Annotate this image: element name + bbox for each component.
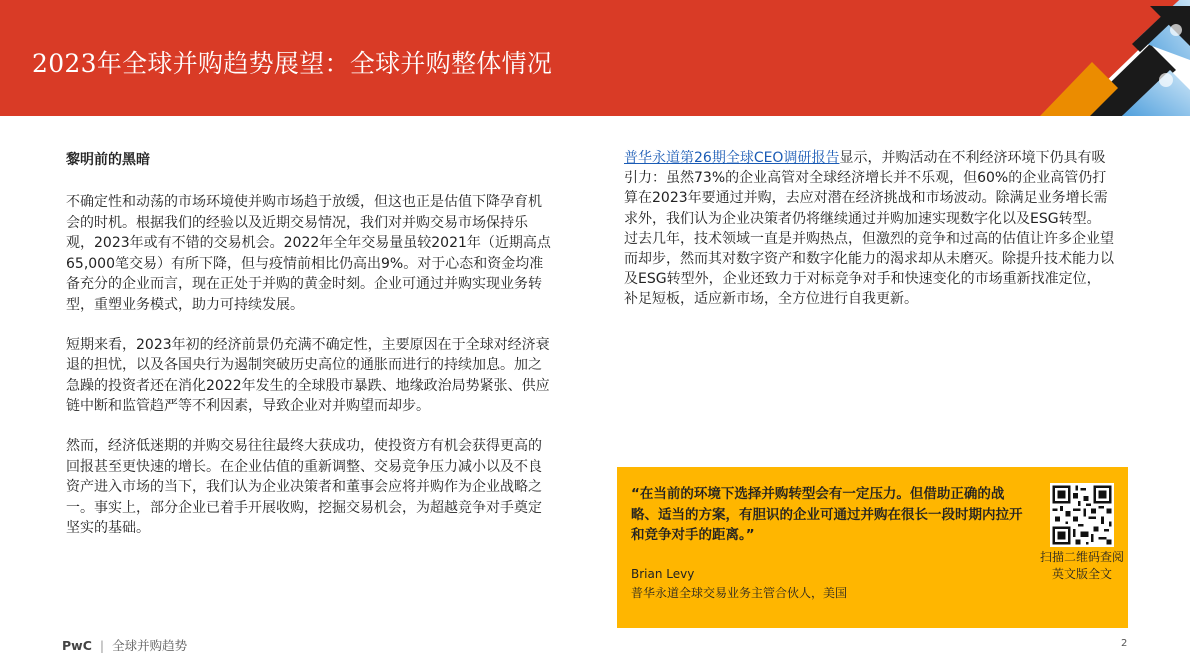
footer: [62, 636, 187, 654]
arrow-sky-graphic: [1000, 0, 1190, 116]
footer-separator: |: [99, 638, 105, 653]
quote-author-title: 普华永道全球交易业务主管合伙人，美国: [631, 586, 848, 600]
page-title: 2023年全球并购趋势展望：全球并购整体情况: [32, 49, 553, 78]
qr-caption: 扫描二维码查阅英文版全文: [1039, 550, 1124, 581]
ceo-survey-link[interactable]: 普华永道第26期全球CEO调研报告: [624, 150, 840, 166]
qr-code-icon[interactable]: [1050, 483, 1114, 547]
quote-text: “在当前的环境下选择并购转型会有一定压力。但借助正确的战略、适当的方案，有胆识的企业可通过并购在很长一段时期内拉开和竞争对手的距离。”: [631, 486, 1023, 543]
left-column: [66, 150, 554, 558]
page-number: 2: [1121, 638, 1128, 649]
quote-author: Brian Levy: [631, 567, 695, 581]
ceo-survey-text: 显示，并购活动在不利经济环境下仍具有吸引力：虽然73%的企业高管对全球经济增长并不乐观，但60%的企业高管仍打算在2023年要通过并购，去应对潜在经济挑战和市场波动。除满足业务增长需求外，我们认为企业决策者仍将继续通过并购加速实现数字化以及ESG转型。过去几年，技术领域一直是并购热点，但激烈的竞争和过高的估值让许多企业望而却步，然而其对数字资产和数字化能力的渴求却从未磨灭。除提升技术能力以及ESG转型外，企业还致力于对标竞争对手和快速变化的市场重新找准定位，补足短板，适应新市场，全方位进行自我更新。: [624, 150, 1114, 308]
quote-callout: [617, 467, 1128, 628]
footer-brand: PwC: [62, 638, 92, 653]
paragraph-ceo-survey: [624, 148, 1114, 310]
footer-section: 全球并购趋势: [112, 638, 188, 653]
section-subheading: 黎明前的黑暗: [66, 152, 150, 168]
header-banner: [0, 0, 1190, 116]
paragraph-short-term: 短期来看，2023年初的经济前景仍充满不确定性，主要原因在于全球对经济衰退的担忧，以及各国央行为遏制突破历史高位的通胀而进行的持续加息。加之急躁的投资者还在消化2022年发生的全球股市暴跌、地缘政治局势紧张、供应链中断和监管趋严等不利因素，导致企业对并购望而却步。: [66, 336, 550, 415]
right-column: [624, 148, 1114, 310]
paragraph-intro: 不确定性和动荡的市场环境使并购市场趋于放缓，但这也正是估值下降孕育机会的时机。根据我们的经验以及近期交易情况，我们对并购交易市场保持乐观，2023年或有不错的交易机会。2022年全年交易量虽较2021年（近期高点65,000笔交易）有所下降，但与疫情前相比仍高出9%。对于心态和资金均准备充分的企业而言，现在正处于并购的黄金时刻。企业可通过并购实现业务转型，重塑业务模式，助力可持续发展。: [66, 194, 551, 313]
paragraph-downturn: 然而，经济低迷期的并购交易往往最终大获成功，使投资方有机会获得更高的回报甚至更快速的增长。在企业估值的重新调整、交易竞争压力减小以及不良资产进入市场的当下，我们认为企业决策者和董事会应将并购作为企业战略之一。事实上，部分企业已着手开展收购，挖掘交易机会，为超越竞争对手奠定坚实的基础。: [66, 437, 542, 537]
